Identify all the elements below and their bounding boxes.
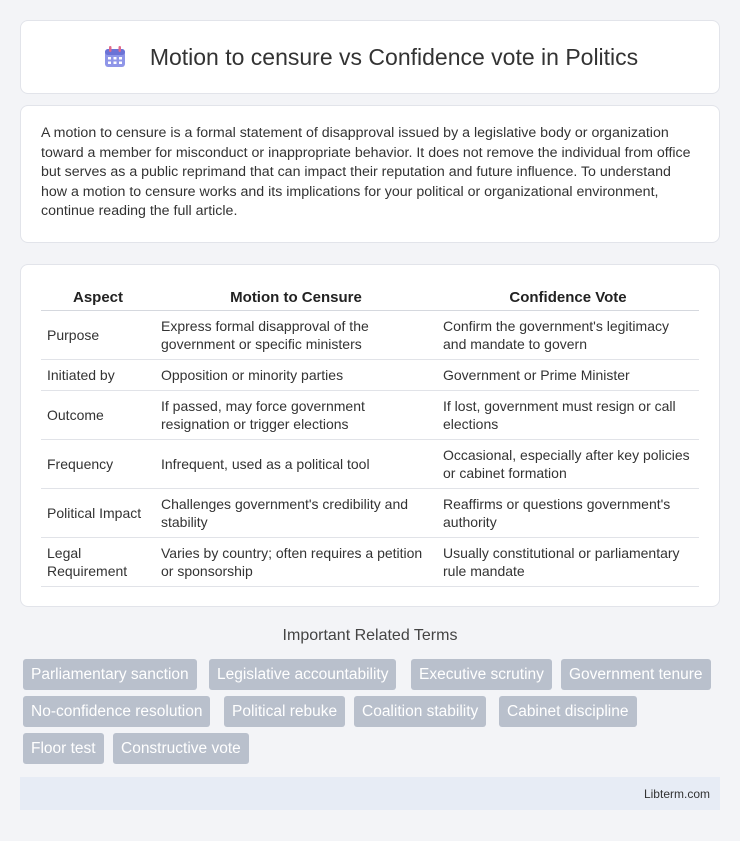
table-cell: Usually constitutional or parliamentary rule mandate: [437, 538, 699, 587]
title-card: [20, 20, 720, 94]
table-row: [41, 360, 699, 391]
table-cell: Occasional, especially after key policies or cabinet formation: [437, 440, 699, 489]
related-term-tag[interactable]: Constructive vote: [113, 733, 249, 764]
table-row: [41, 311, 699, 360]
table-header-row: [41, 285, 699, 311]
comparison-card: [20, 264, 720, 607]
related-term-tag[interactable]: Parliamentary sanction: [23, 659, 197, 690]
footer: [20, 777, 720, 810]
table-row: [41, 538, 699, 587]
column-header: Motion to Censure: [155, 285, 437, 311]
table-cell: If passed, may force government resignation or trigger elections: [155, 391, 437, 440]
related-term-tag[interactable]: Political rebuke: [224, 696, 345, 727]
page-title: Motion to censure vs Confidence vote in Politics: [149, 43, 639, 70]
related-term-tag[interactable]: Coalition stability: [354, 696, 486, 727]
table-cell: If lost, government must resign or call elections: [437, 391, 699, 440]
column-header: Confidence Vote: [437, 285, 699, 311]
table-row: [41, 391, 699, 440]
footer-site-link[interactable]: Libterm.com: [643, 787, 710, 801]
table-cell: Challenges government's credibility and stability: [155, 489, 437, 538]
related-term-tag[interactable]: No-confidence resolution: [23, 696, 210, 727]
table-cell: Outcome: [41, 391, 155, 440]
table-cell: Confirm the government's legitimacy and mandate to govern: [437, 311, 699, 360]
related-term-tag[interactable]: Government tenure: [561, 659, 711, 690]
table-cell: Express formal disapproval of the government or specific ministers: [155, 311, 437, 360]
related-term-tag[interactable]: Executive scrutiny: [411, 659, 552, 690]
table-cell: Infrequent, used as a political tool: [155, 440, 437, 489]
table-cell: Purpose: [41, 311, 155, 360]
related-term-tag[interactable]: Legislative accountability: [209, 659, 396, 690]
table-cell: Legal Requirement: [41, 538, 155, 587]
table-cell: Government or Prime Minister: [437, 360, 699, 391]
related-term-tag[interactable]: Cabinet discipline: [499, 696, 637, 727]
table-cell: Opposition or minority parties: [155, 360, 437, 391]
table-row: [41, 440, 699, 489]
comparison-table: [41, 285, 699, 587]
related-terms-title: Important Related Terms: [282, 627, 458, 644]
table-row: [41, 489, 699, 538]
table-cell: Varies by country; often requires a petition or sponsorship: [155, 538, 437, 587]
intro-card: [20, 105, 720, 243]
table-cell: Reaffirms or questions government's authority: [437, 489, 699, 538]
related-term-tag[interactable]: Floor test: [23, 733, 104, 764]
table-cell: Political Impact: [41, 489, 155, 538]
table-cell: Initiated by: [41, 360, 155, 391]
intro-text: A motion to censure is a formal statement of disapproval issued by a legislative body or organization toward a member for misconduct or inappropriate behavior. It does not remove the individual from office but serves as a public reprimand that can impact their reputation and future influence. To understand how a motion to censure works and its implications for your political or organizational environment, continue reading the full article.: [41, 125, 691, 220]
table-cell: Frequency: [41, 440, 155, 489]
column-header: Aspect: [41, 285, 155, 311]
calendar-icon: [102, 44, 128, 70]
